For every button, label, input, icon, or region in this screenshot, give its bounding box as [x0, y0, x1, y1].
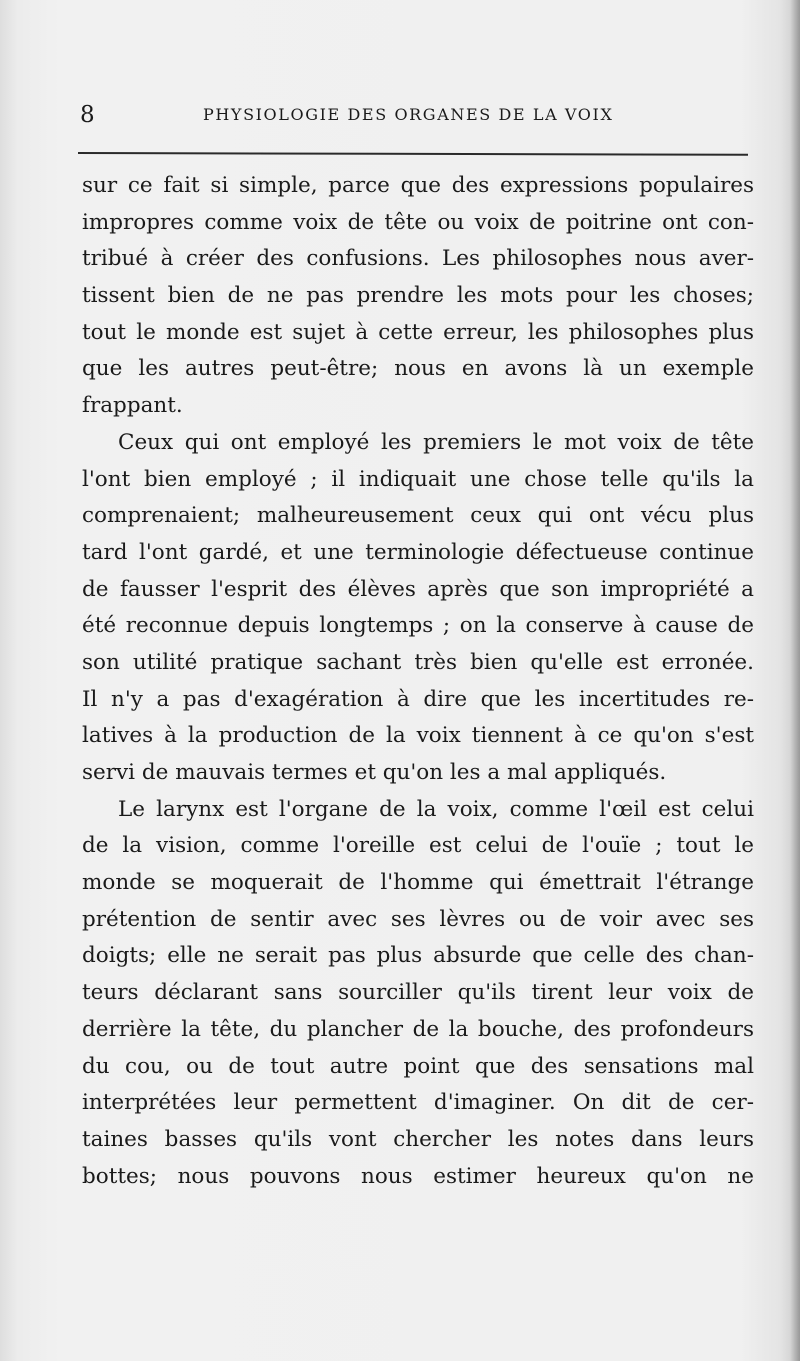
text-line: frappant.: [82, 393, 183, 419]
text-line: l'ont bien employé ; il indiquait une chose telle qu'ils la: [82, 466, 754, 492]
text-line: servi de mauvais termes et qu'on les a mal appliqués.: [82, 760, 667, 785]
text-line: derrière la tête, du plancher de la bouche, des profondeurs: [82, 1016, 754, 1042]
paragraph-first-line: Le larynx est l'organe de la voix, comme l'œil est celui: [118, 796, 754, 822]
text-line: son utilité pratique sachant très bien qu'elle est erronée.: [82, 649, 754, 675]
text-line: tard l'ont gardé, et une terminologie défectueuse continue: [82, 539, 754, 565]
text-line: tribué à créer des confusions. Les philosophes nous aver-: [82, 246, 754, 272]
paragraph-first-line: Ceux qui ont employé les premiers le mot voix de tête: [118, 429, 754, 455]
text-line: que les autres peut-être; nous en avons là un exemple: [82, 356, 754, 382]
header-rule: [78, 152, 748, 156]
text-line: sur ce fait si simple, parce que des expressions populaires: [82, 173, 754, 198]
text-line: Il n'y a pas d'exagération à dire que les incertitudes re-: [82, 686, 754, 712]
text-line: teurs déclarant sans sourciller qu'ils tirent leur voix de: [82, 980, 754, 1006]
text-line: tissent bien de ne pas prendre les mots pour les choses;: [82, 283, 754, 309]
text-line: taines basses qu'ils vont chercher les notes dans leurs: [82, 1126, 754, 1152]
text-line: tout le monde est sujet à cette erreur, les philosophes plus: [82, 319, 754, 345]
text-line: impropres comme voix de tête ou voix de poitrine ont con-: [82, 209, 754, 235]
body-text: [82, 168, 754, 1195]
text-line: de la vision, comme l'oreille est celui de l'ouïe ; tout le: [82, 833, 754, 859]
text-line: doigts; elle ne serait pas plus absurde que celle des chan-: [82, 943, 754, 969]
text-line: monde se moquerait de l'homme qui émettrait l'étrange: [82, 870, 754, 896]
page-number: 8: [80, 102, 95, 128]
text-line: latives à la production de la voix tiennent à ce qu'on s'est: [82, 723, 754, 749]
text-line: du cou, ou de tout autre point que des sensations mal: [82, 1053, 754, 1079]
running-head: PHYSIOLOGIE DES ORGANES DE LA VOIX: [203, 105, 614, 124]
text-line: prétention de sentir avec ses lèvres ou de voir avec ses: [82, 906, 754, 932]
text-line: comprenaient; malheureusement ceux qui ont vécu plus: [82, 503, 754, 529]
text-line: de fausser l'esprit des élèves après que son impropriété a: [82, 576, 754, 602]
page-edge-shadow: [790, 0, 800, 1361]
text-line: bottes; nous pouvons nous estimer heureux qu'on ne: [82, 1163, 754, 1189]
text-line: été reconnue depuis longtemps ; on la conserve à cause de: [82, 613, 754, 639]
text-line: interprétées leur permettent d'imaginer. On dit de cer-: [82, 1090, 754, 1116]
